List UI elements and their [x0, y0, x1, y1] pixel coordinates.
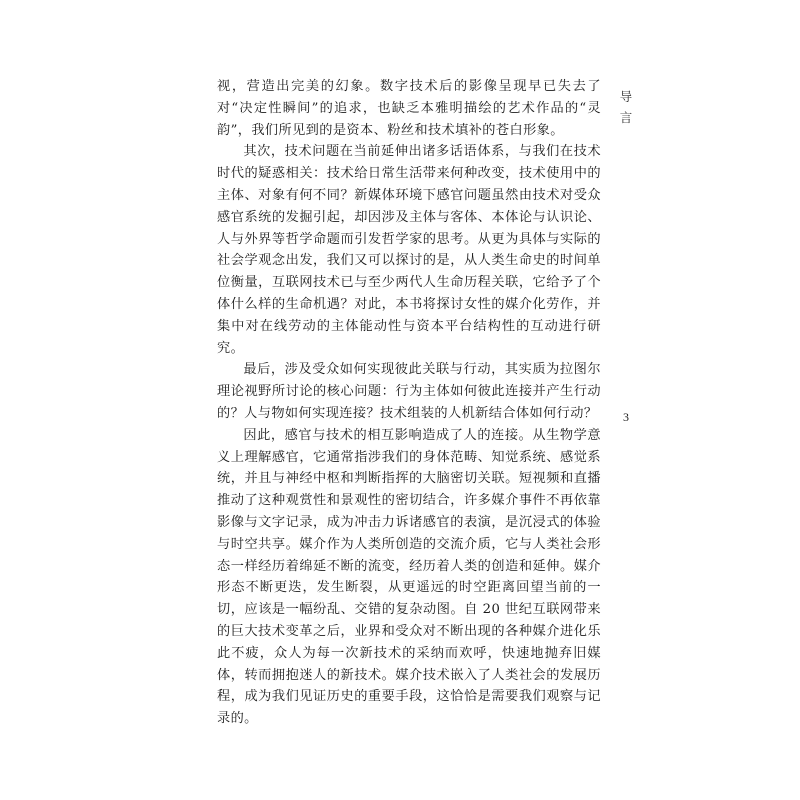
page-number: 3 [623, 410, 629, 424]
body-text [217, 76, 601, 730]
running-head-char-2: 言 [619, 110, 633, 125]
paragraph-3: 最后，涉及受众如何实现彼此关联与行动，其实质为拉图尔理论视野所讨论的核心问题：行为主体如何彼此连接并产生行动的？人与物如何实现连接？技术组装的人机新结合体如何行动？ [217, 362, 601, 421]
running-head-char-1: 导 [619, 89, 633, 104]
paragraph-1: 视，营造出完美的幻象。数字技术后的影像呈现早已失去了对“决定性瞬间”的追求，也缺乏本雅明描绘的艺术作品的“灵韵”，我们所见到的是资本、粉丝和技术填补的苍白形象。 [217, 79, 601, 138]
paragraph-2: 其次，技术问题在当前延伸出诸多话语体系，与我们在技术时代的疑惑相关：技术给日常生活带来何种改变，技术使用中的主体、对象有何不同？新媒体环境下感官问题虽然由技术对受众感官系统的发掘引起，却因涉及主体与客体、本体论与认识论、人与外界等哲学命题而引发哲学家的思考。从更为具体与实际的社会学观念出发，我们又可以探讨的是，从人类生命史的时间单位衡量，互联网技术已与至少两代人生命历程关联，它给予了个体什么样的生命机遇？对此，本书将探讨女性的媒介化劳作，并集中对在线劳动的主体能动性与资本平台结构性的互动进行研究。 [217, 144, 601, 356]
paragraph-4: 因此，感官与技术的相互影响造成了人的连接。从生物学意义上理解感官，它通常指涉我们的身体范畴、知觉系统、感觉系统，并且与神经中枢和判断指挥的大脑密切关联。短视频和直播推动了这种观赏性和景观性的密切结合，许多媒介事件不再依靠影像与文字记录，成为冲击力诉诸感官的表演，是沉浸式的体验与时空共享。媒介作为人类所创造的交流介质，它与人类社会形态一样经历着绵延不断的流变，经历着人类的创造和延伸。媒介形态不断更迭，发生断裂，从更遥远的时空距离回望当前的一切，应该是一幅纷乱、交错的复杂动图。自 20 世纪互联网带来的巨大技术变革之后，业界和受众对不断出现的各种媒介进化乐此不疲，众人为每一次新技术的采纳而欢呼，快速地抛弃旧媒体，转而拥抱迷人的新技术。媒介技术嵌入了人类社会的发展历程，成为我们见证历史的重要手段，这恰恰是需要我们观察与记录的。 [217, 427, 601, 727]
